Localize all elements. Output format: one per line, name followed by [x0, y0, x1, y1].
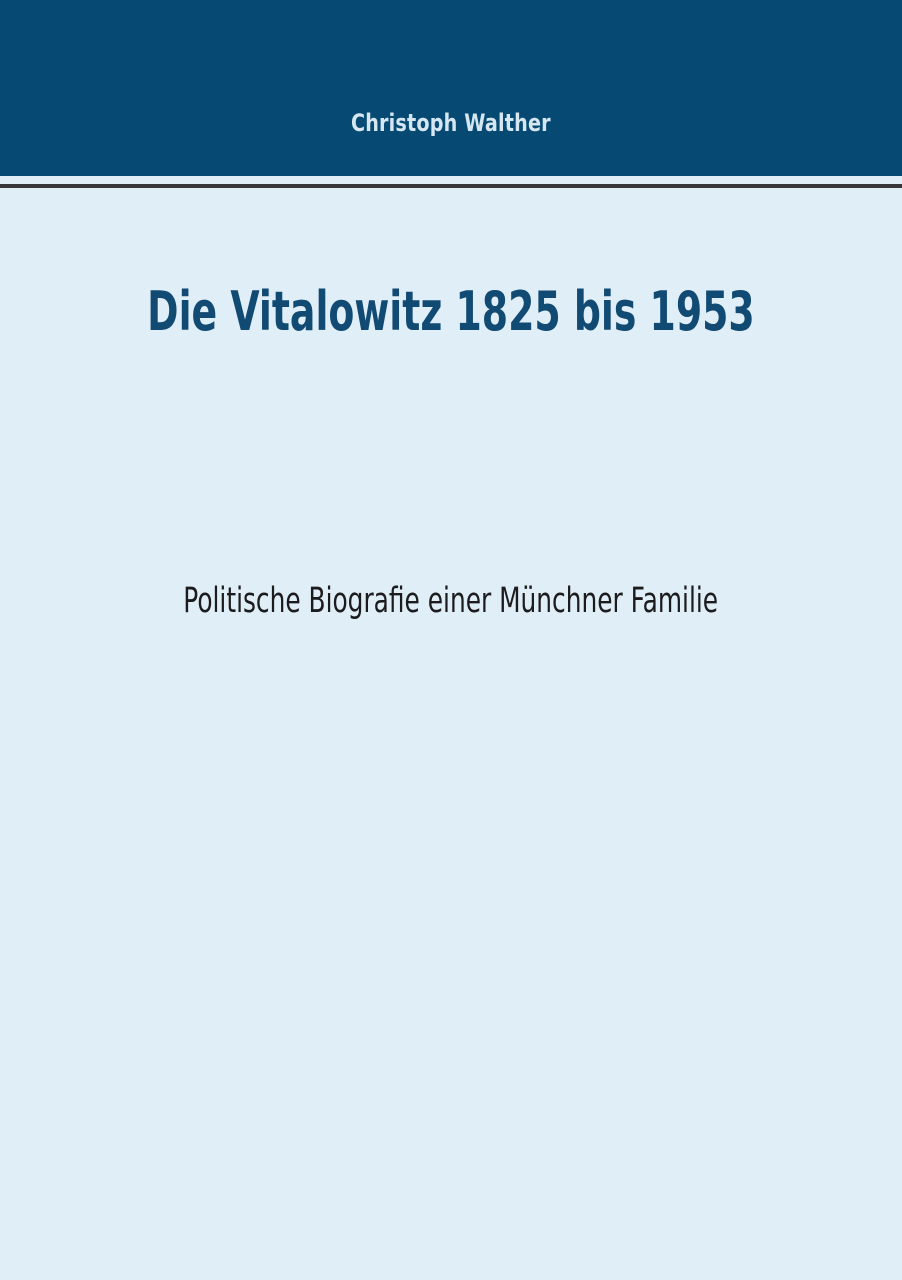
header-band [0, 0, 902, 176]
book-title [0, 282, 902, 342]
divider-rule [0, 184, 902, 188]
book-subtitle [0, 580, 902, 622]
book-subtitle-text: Politische Biografie einer Münchner Familie [183, 581, 719, 621]
author-name-text: Christoph Walther [351, 109, 551, 137]
author-name [0, 109, 902, 137]
book-title-text: Die Vitalowitz 1825 bis 1953 [147, 280, 755, 343]
